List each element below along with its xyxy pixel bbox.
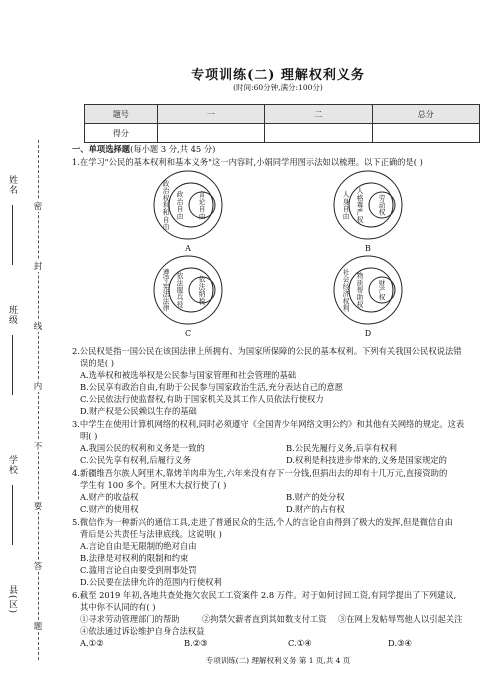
diagram-inner-label: 役 — [176, 300, 184, 309]
q2-option-a[interactable]: A.选举权和被选举权是公民参与国家管理和社会管理的基础 — [80, 370, 297, 380]
diagram-outer-label: 利 — [162, 201, 170, 210]
diagram-outer-label: 守 — [162, 275, 170, 284]
diagram-outer-label: 社 — [342, 268, 350, 277]
question-5-stem-cont: 背后是公共责任与法律底线。这说明( ) — [80, 529, 222, 539]
county-label: 县(区) — [7, 585, 17, 615]
diagram-small-label: 劳 — [378, 194, 386, 203]
diagram-small-label: 论 — [198, 197, 206, 206]
diagram-outer-label: 治 — [162, 187, 170, 196]
diagram-inner-label: 服 — [176, 286, 184, 295]
question-1-stem: 1.在学习"公民的基本权利和基本义务"这一内容时,小娟同学用图示法如以梳理。以下正确的是( ) — [72, 157, 423, 167]
q3-option-c[interactable]: C.公民先享有权利,后履行义务 — [80, 455, 191, 465]
page-title: 专项训练(二) 理解权利义务 — [191, 68, 365, 83]
q6-option-d[interactable]: D.③④ — [388, 638, 412, 648]
question-3-stem-cont: 明( ) — [80, 431, 98, 441]
diagram-inner-label: 物 — [356, 272, 364, 281]
q6-option-b[interactable]: B.②③ — [184, 638, 208, 648]
name-label: 姓名 — [7, 175, 17, 195]
diagram-inner-circle — [349, 268, 393, 312]
diagram-inner-label: 尊 — [356, 201, 364, 210]
question-6-stem-cont: 其中你不认同的有( ) — [80, 602, 156, 612]
diagram-inner-label: 严 — [356, 208, 364, 217]
exam-page — [68, 0, 488, 673]
seal-char: 答 — [33, 562, 43, 572]
score-table — [84, 104, 480, 143]
diagram-inner-label: 格 — [356, 194, 364, 203]
diagram-inner-circle — [169, 183, 213, 227]
diagram-small-label: 权 — [378, 293, 386, 302]
score-cell[interactable] — [265, 124, 372, 143]
question-4-stem: 4.新疆维吾尔族人阿里木,靠烤羊肉串为生,六年来没有存下一分钱,但捐出去的却有十几万元,直接资助的 — [72, 468, 448, 478]
diagram-outer-label: 政 — [162, 179, 170, 188]
section-note: (每小题 3 分,共 45 分) — [130, 144, 216, 154]
seal-char: 内 — [33, 382, 43, 392]
q5-option-d[interactable]: D.公民要在法律允许的范围内行使权利 — [80, 577, 222, 587]
diagram-outer-label: 权 — [162, 194, 170, 203]
diagram-inner-label: 法 — [176, 279, 184, 288]
q6-statement-2: ②拘禁欠薪者直到其如数支付工资 — [202, 614, 327, 624]
q5-option-b[interactable]: B.法律是对权利的限制和约束 — [80, 553, 189, 563]
diagram-inner-label: 人 — [356, 187, 364, 196]
diagram-outer-label: 济 — [342, 290, 350, 299]
question-4-stem-cont: 学生有 100 多个。阿里木大叔行使了( ) — [80, 480, 227, 490]
question-2-stem: 2.公民权是指一国公民在该国法律上所拥有、为国家所保障的公民的基本权利。下列有关我国公民权说法错 — [72, 346, 462, 356]
page-subtitle: (时间:60分钟,满分:100分) — [233, 83, 323, 92]
diagram-small-label: 自 — [198, 205, 206, 214]
q6-statement-4: ④依法通过诉讼维护自身合法权益 — [80, 626, 205, 636]
class-label: 班级 — [7, 305, 17, 325]
q5-option-a[interactable]: A.言论自由是无限制的绝对自由 — [80, 541, 197, 551]
score-row-label: 得分 — [85, 124, 158, 143]
diagram-outer-label: 由 — [162, 223, 170, 232]
q5-option-c[interactable]: C.滥用言论自由要受到刑事处罚 — [80, 565, 197, 575]
score-header-cell: 总分 — [372, 105, 479, 124]
diagram-small-label: 权 — [378, 208, 386, 217]
seal-dashed-line — [38, 140, 39, 660]
diagram-small-label: 产 — [378, 286, 386, 295]
question-3-stem: 3.中学生在使用计算机网络的权利,同时必须遵守《全国青少年网络文明公约》和其他有关网络的规定。这表 — [72, 419, 465, 429]
score-cell[interactable] — [157, 124, 264, 143]
diagram-outer-label: 由 — [342, 212, 350, 221]
diagram-outer-label: 和 — [162, 208, 170, 217]
question-6-stem: 6.截至 2019 年初,各地共查处拖欠农民工工资案件 2.8 万件。对于如何讨回工资,有同学提出了下列建议, — [72, 590, 457, 600]
seal-char: 密 — [33, 202, 43, 212]
diagram-option-letter: A — [185, 244, 191, 253]
diagram-outer-label: 法 — [162, 290, 170, 299]
diagram-outer-label: 宪 — [162, 282, 170, 291]
diagram-inner-label: 权 — [356, 300, 364, 309]
seal-char: 题 — [33, 622, 43, 632]
diagram-inner-label: 自 — [176, 205, 184, 214]
diagram-small-label: 税 — [198, 297, 206, 306]
school-label: 学校 — [7, 455, 17, 475]
question-2-stem-cont: 误的是( ) — [80, 358, 115, 368]
q6-statement-1: ①寻求劳动管理部门的帮助 — [80, 614, 180, 624]
q4-option-c[interactable]: C.财产的使用权 — [80, 504, 139, 514]
diagram-outer-label: 自 — [162, 215, 170, 224]
diagram-inner-label: 由 — [176, 212, 184, 221]
diagram-small-label: 纳 — [198, 290, 206, 299]
diagram-inner-label: 质 — [356, 279, 364, 288]
diagram-outer-label: 法 — [162, 297, 170, 306]
diagram-small-label: 依 — [198, 275, 206, 284]
seal-char: 不 — [33, 442, 43, 452]
score-header-cell: 二 — [265, 105, 372, 124]
q3-option-b[interactable]: B.公民先履行义务,后享有权利 — [286, 443, 397, 453]
q4-option-d[interactable]: D.财产的占有权 — [286, 504, 345, 514]
q4-option-b[interactable]: B.财产的处分权 — [286, 492, 345, 502]
q2-option-c[interactable]: C.公民依法行使监督权,有助于国家机关及其工作人员依法行使权力 — [80, 394, 324, 404]
diagram-inner-circle — [169, 268, 213, 312]
score-header-cell: 一 — [157, 105, 264, 124]
diagram-small-label: 法 — [198, 282, 206, 291]
section-title: 一、单项选择题 — [72, 144, 131, 154]
q3-option-d[interactable]: D.权利是科技进步带来的,义务是国家规定的 — [286, 455, 447, 465]
diagram-outer-label: 遵 — [162, 268, 170, 277]
diagram-outer-label: 自 — [342, 205, 350, 214]
name-fill-line — [12, 205, 13, 265]
diagram-inner-label: 权 — [356, 215, 364, 224]
q4-option-a[interactable]: A.财产的收益权 — [80, 492, 139, 502]
diagram-inner-label: 治 — [176, 197, 184, 206]
diagram-small-label: 财 — [378, 279, 386, 288]
question-1-diagrams — [68, 170, 488, 340]
diagram-outer-label: 律 — [162, 304, 170, 313]
diagram-small-label: 由 — [198, 212, 206, 221]
q6-statement-3: ③在网上发帖辱骂他人以引起关注 — [338, 614, 463, 624]
diagram-inner-circle — [349, 183, 393, 227]
score-header-cell: 题号 — [85, 105, 158, 124]
q2-option-d[interactable]: D.财产权是公民赖以生存的基础 — [80, 406, 197, 416]
score-cell[interactable] — [372, 124, 479, 143]
diagram-outer-label: 身 — [342, 197, 350, 206]
diagram-inner-label: 帮 — [356, 286, 364, 295]
diagram-outer-label: 会 — [342, 275, 350, 284]
page-footer: 专项训练(二) 理解权利义务 第 1 页,共 4 页 — [205, 656, 351, 665]
class-fill-line — [12, 335, 13, 395]
diagram-inner-label: 依 — [176, 272, 184, 281]
diagram-inner-label: 政 — [176, 190, 184, 199]
q2-option-b[interactable]: B.公民享有政治自由,有助于公民参与国家政治生活,充分表达自己的意愿 — [80, 382, 343, 392]
seal-char: 要 — [33, 502, 43, 512]
binding-margin — [0, 0, 62, 673]
diagram-inner-label: 兵 — [176, 293, 184, 302]
school-fill-line — [12, 485, 13, 545]
seal-char: 封 — [33, 262, 43, 272]
diagram-outer-label: 权 — [342, 297, 350, 306]
diagram-inner-label: 助 — [356, 293, 364, 302]
q6-option-a[interactable]: A.①② — [80, 638, 104, 648]
diagram-option-letter: B — [365, 244, 371, 253]
seal-char: 线 — [33, 322, 43, 332]
diagram-outer-label: 利 — [342, 304, 350, 313]
diagram-outer-label: 人 — [342, 190, 350, 199]
section-heading — [72, 144, 215, 155]
diagram-option-letter: C — [184, 329, 192, 338]
diagram-small-label: 言 — [198, 190, 206, 199]
question-5-stem: 5.微信作为一种新兴的通信工具,走进了普通民众的生活,个人的言论自由得到了极大的发挥,但是微信自由 — [72, 517, 453, 527]
diagram-option-letter: D — [364, 329, 372, 338]
diagram-outer-label: 经 — [342, 282, 350, 291]
q3-option-a[interactable]: A.我国公民的权利和义务是一致的 — [80, 443, 205, 453]
diagram-small-label: 动 — [378, 201, 386, 210]
q6-option-c[interactable]: C.①④ — [288, 638, 312, 648]
